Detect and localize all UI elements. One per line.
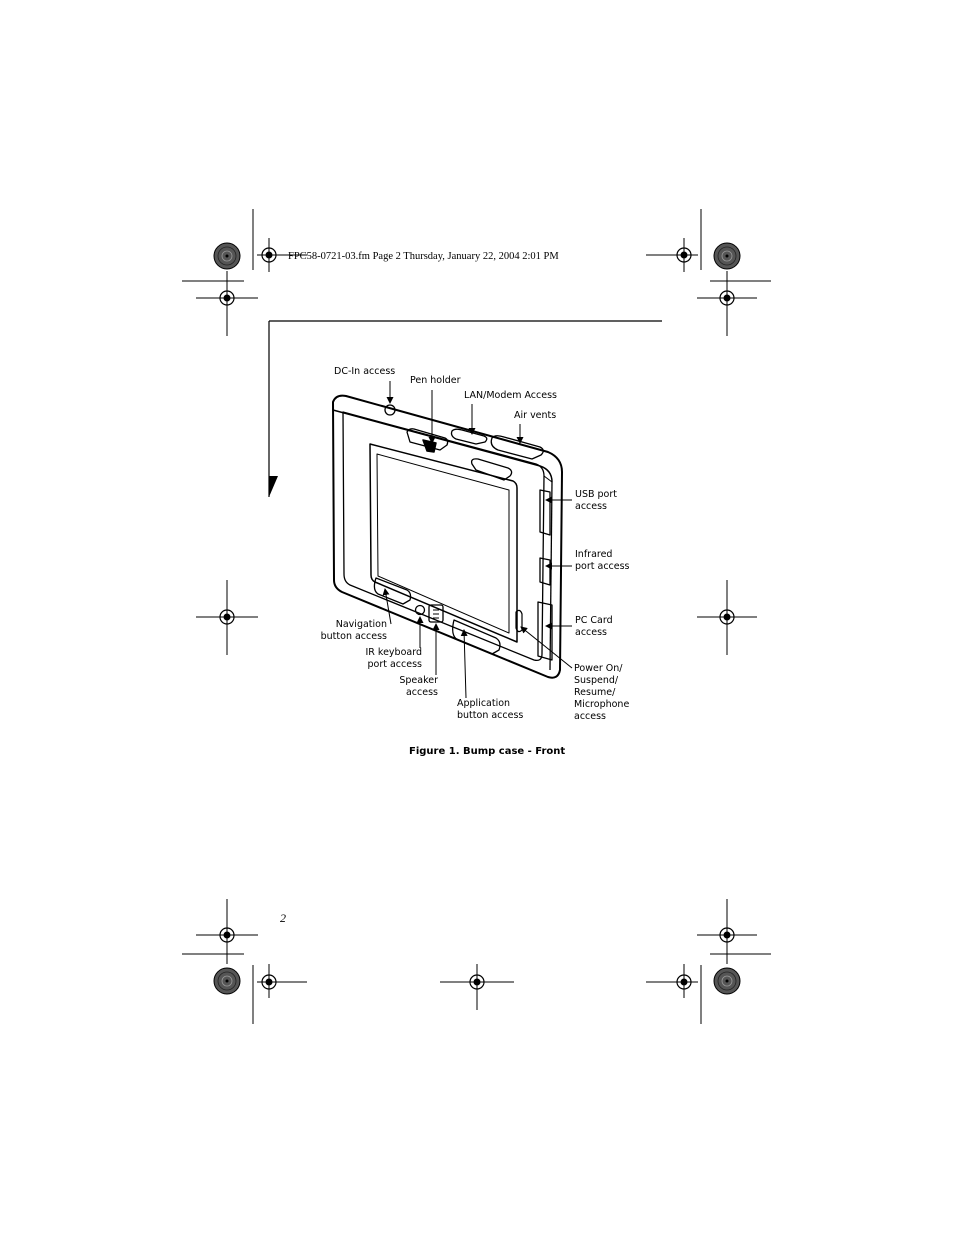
registration-star-icon: [214, 243, 240, 269]
page-number: 2: [280, 911, 286, 925]
label-speaker-access: Speaker access: [399, 675, 438, 698]
label-navigation-button-access: Navigation button access: [320, 619, 387, 642]
label-application-button-access: Application button access: [457, 698, 524, 721]
label-infrared-port-access: Infrared port access: [575, 549, 630, 572]
label-lan-modem-access: LAN/Modem Access: [464, 390, 557, 401]
thumb-tab-icon: [269, 476, 278, 497]
header-slug: FPC58-0721-03.fm Page 2 Thursday, January 22, 2004 2:01 PM: [288, 251, 559, 262]
label-pc-card-access: PC Card access: [575, 615, 613, 638]
crop-marks-top-left: [182, 209, 307, 336]
label-air-vents: Air vents: [514, 410, 557, 421]
crop-marks-top-right: [646, 209, 771, 336]
figure-caption: Figure 1. Bump case - Front: [409, 746, 566, 757]
label-power-microphone-access: Power On/ Suspend/ Resume/ Microphone access: [574, 663, 630, 722]
registration-star-icon: [714, 243, 740, 269]
label-pen-holder: Pen holder: [410, 375, 461, 386]
label-dc-in-access: DC-In access: [334, 366, 396, 377]
label-ir-keyboard-port-access: IR keyboard port access: [365, 647, 422, 670]
registration-star-icon: [214, 968, 240, 994]
registration-star-icon: [714, 968, 740, 994]
label-usb-port-access: USB port access: [575, 489, 617, 512]
